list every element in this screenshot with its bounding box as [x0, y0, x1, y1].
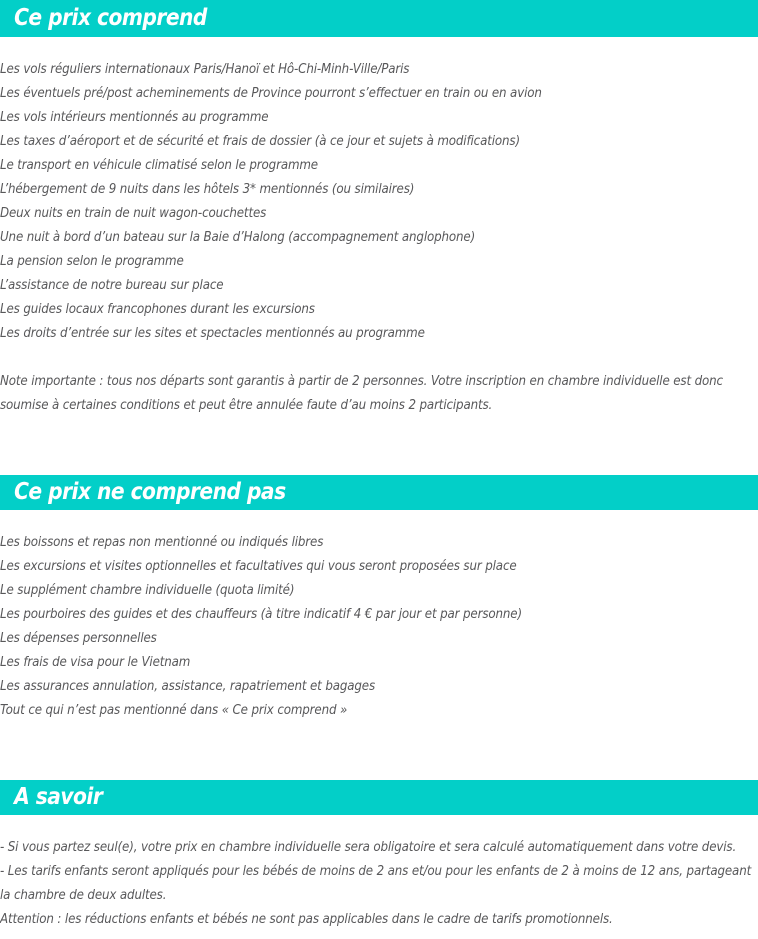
- list-item: Tout ce qui n’est pas mentionné dans « Ce prix comprend »: [0, 703, 348, 718]
- list-item: Les vols réguliers internationaux Paris/Hanoï et Hô-Chi-Minh-Ville/Paris: [0, 62, 410, 77]
- section-header-included: [0, 0, 758, 37]
- list-item: Les taxes d’aéroport et de sécurité et frais de dossier (à ce jour et sujets à modifications): [0, 134, 520, 149]
- list-item: L’assistance de notre bureau sur place: [0, 278, 224, 293]
- list-item: Les vols intérieurs mentionnés au programme: [0, 110, 269, 125]
- section-header-excluded-wrapper: [0, 418, 758, 510]
- included-note-wrapper: [0, 346, 758, 418]
- list-item: Une nuit à bord d’un bateau sur la Baie d’Halong (accompagnement anglophone): [0, 230, 476, 245]
- list-item: L’hébergement de 9 nuits dans les hôtels 3* mentionnés (ou similaires): [0, 182, 415, 197]
- list-item: Deux nuits en train de nuit wagon-couchettes: [0, 206, 267, 221]
- paragraph: - Si vous partez seul(e), votre prix en chambre individuelle sera obligatoire et sera calculé automatiquement dans votre devis.: [0, 840, 737, 855]
- excluded-list: [0, 510, 758, 723]
- list-item: Les pourboires des guides et des chauffeurs (à titre indicatif 4 € par jour et par personne): [0, 607, 522, 622]
- paragraph: - Les tarifs enfants seront appliqués pour les bébés de moins de 2 ans et/ou pour les enfants de 2 à moins de 12 ans, partageant la chambre de deux adultes.: [0, 864, 752, 903]
- list-item: La pension selon le programme: [0, 254, 184, 269]
- section-title-excluded: Ce prix ne comprend pas: [14, 479, 286, 505]
- important-note: Note importante : tous nos départs sont garantis à partir de 2 personnes. Votre inscription en chambre individuelle est donc soumise à certaines conditions et peut être annulée faute d’au moins 2 participants.: [0, 374, 723, 413]
- section-header-good-to-know: [0, 780, 758, 815]
- list-item: Les excursions et visites optionnelles et facultatives qui vous seront proposées sur place: [0, 559, 517, 574]
- section-header-good-to-know-wrapper: [0, 723, 758, 815]
- list-item: Les guides locaux francophones durant les excursions: [0, 302, 315, 317]
- section-title-included: Ce prix comprend: [14, 5, 207, 31]
- list-item: Les éventuels pré/post acheminements de Province pourront s’effectuer en train ou en avion: [0, 86, 542, 101]
- list-item: Le transport en véhicule climatisé selon le programme: [0, 158, 318, 173]
- good-to-know-body: [0, 815, 758, 932]
- paragraph: Attention : les réductions enfants et bébés ne sont pas applicables dans le cadre de tarifs promotionnels.: [0, 912, 613, 927]
- list-item: Les droits d’entrée sur les sites et spectacles mentionnés au programme: [0, 326, 425, 341]
- list-item: Les dépenses personnelles: [0, 631, 157, 646]
- section-header-excluded: [0, 475, 758, 510]
- section-title-good-to-know: A savoir: [14, 784, 103, 810]
- included-list: [0, 37, 758, 346]
- list-item: Les boissons et repas non mentionné ou indiqués libres: [0, 535, 324, 550]
- list-item: Le supplément chambre individuelle (quota limité): [0, 583, 295, 598]
- list-item: Les assurances annulation, assistance, rapatriement et bagages: [0, 679, 376, 694]
- list-item: Les frais de visa pour le Vietnam: [0, 655, 191, 670]
